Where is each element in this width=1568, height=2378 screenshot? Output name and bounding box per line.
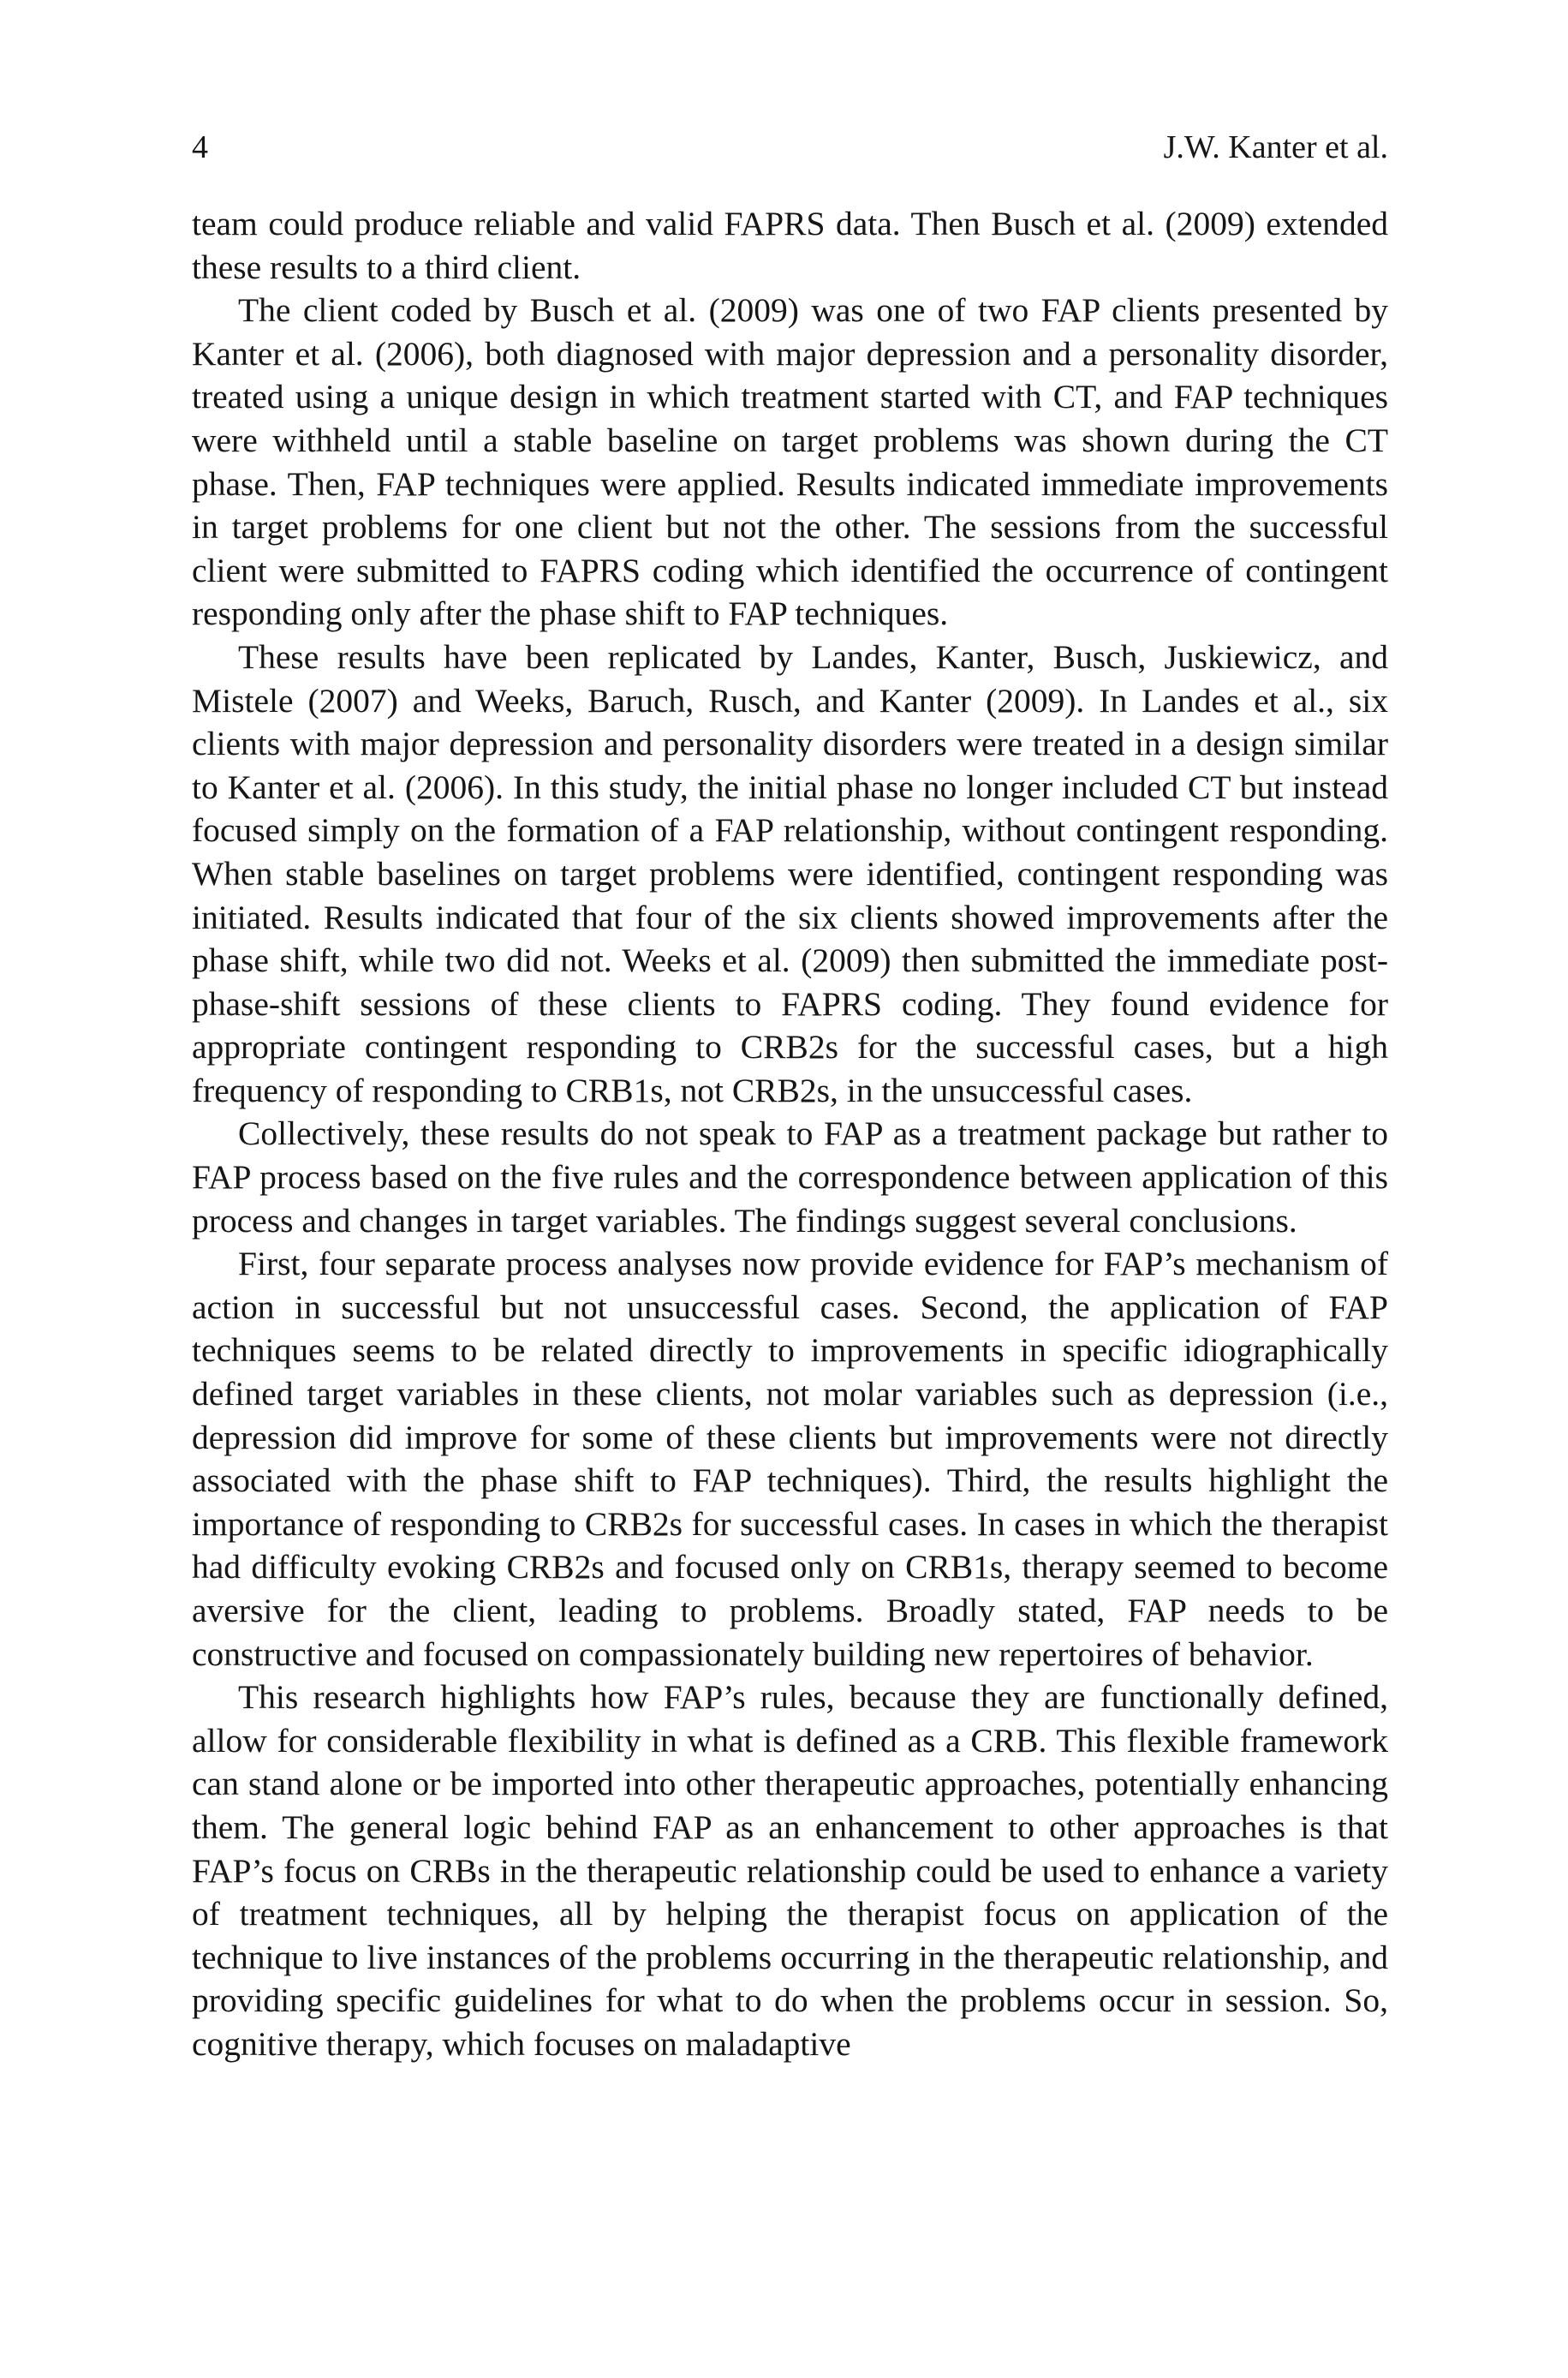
body-text — [192, 202, 1388, 2066]
running-author: J.W. Kanter et al. — [1163, 129, 1388, 165]
paragraph: Collectively, these results do not speak to FAP as a treatment package but rather to FAP process based on the five rules and the correspondence between application of this process and changes in target variables. The findings suggest several conclusions. — [192, 1114, 1388, 1240]
paragraph-continued: team could produce reliable and valid FAPRS data. Then Busch et al. (2009) extended these results to a third client. — [192, 205, 1388, 286]
paragraph: These results have been replicated by Landes, Kanter, Busch, Juskiewicz, and Mistele (2007) and Weeks, Baruch, Rusch, and Kanter (2009). In Landes et al., six clients with major depression and personality disorders were treated in a design similar to Kanter et al. (2006). In this study, the initial phase no longer included CT but instead focused simply on the formation of a FAP relationship, without contingent responding. When stable baselines on target problems were identified, contingent responding was initiated. Results indicated that four of the six clients showed improvements after the phase shift, while two did not. Weeks et al. (2009) then submitted the immediate post-phase-shift sessions of these clients to FAPRS coding. They found evidence for appropriate contingent responding to CRB2s for the successful cases, but a high frequency of responding to CRB1s, not CRB2s, in the unsuccessful cases. — [192, 637, 1388, 1109]
paragraph: This research highlights how FAP’s rules, because they are functionally defined, allow for considerable flexibility in what is defined as a CRB. This flexible framework can stand alone or be imported into other therapeutic approaches, potentially enhancing them. The general logic behind FAP as an enhancement to other approaches is that FAP’s focus on CRBs in the therapeutic relationship could be used to enhance a variety of treatment techniques, all by helping the therapist focus on application of the technique to live instances of the problems occurring in the therapeutic relationship, and providing specific guidelines for what to do when the problems occur in session. So, cognitive therapy, which focuses on maladaptive — [192, 1678, 1388, 2063]
running-head — [192, 128, 1388, 166]
paragraph: First, four separate process analyses now provide evidence for FAP’s mechanism of action in successful but not unsuccessful cases. Second, the application of FAP techniques seems to be related directly to improvements in specific idiographically defined target variables in these clients, not molar variables such as depression (i.e., depression did improve for some of these clients but improvements were not directly associated with the phase shift to FAP techniques). Third, the results highlight the importance of responding to CRB2s for successful cases. In cases in which the therapist had difficulty evoking CRB2s and focused only on CRB1s, therapy seemed to become aversive for the client, leading to problems. Broadly stated, FAP needs to be constructive and focused on compassionately building new repertoires of behavior. — [192, 1245, 1388, 1673]
page-number: 4 — [192, 129, 208, 165]
paragraph: The client coded by Busch et al. (2009) was one of two FAP clients presented by Kanter et al. (2006), both diagnosed with major depression and a personality disorder, treated using a unique design in which treatment started with CT, and FAP techniques were withheld until a stable baseline on target problems was shown during the CT phase. Then, FAP techniques were applied. Results indicated immediate improvements in target problems for one client but not the other. The sessions from the successful client were submitted to FAPRS coding which identified the occurrence of contingent responding only after the phase shift to FAP techniques. — [192, 291, 1388, 633]
